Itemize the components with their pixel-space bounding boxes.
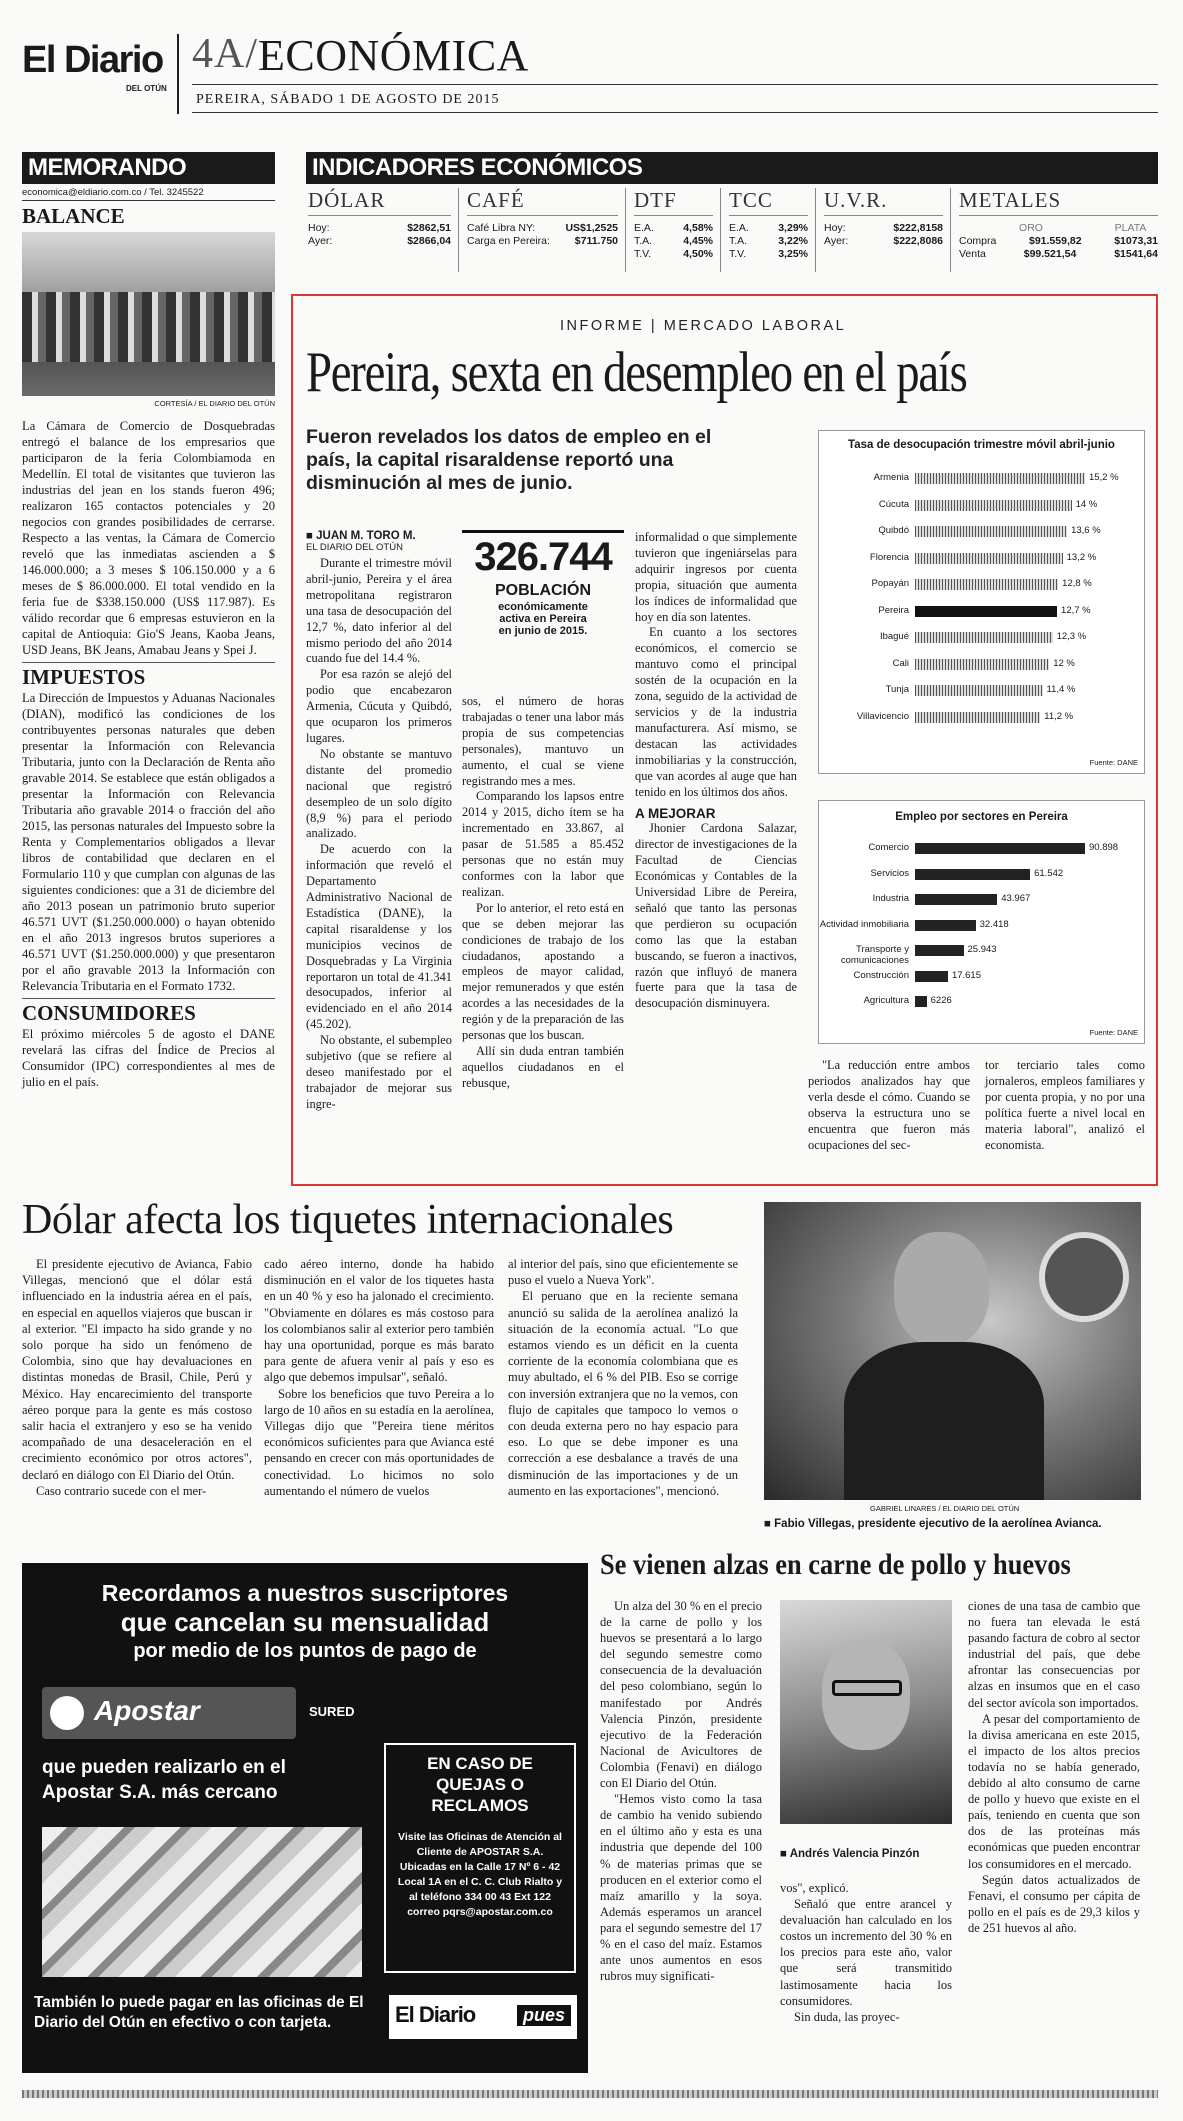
p: Sin duda, las proyec- <box>794 2009 900 2024</box>
indicadores-title: INDICADORES ECONÓMICOS <box>306 152 1158 184</box>
col3-text-a <box>635 530 797 800</box>
bar <box>915 996 927 1007</box>
value: $222,8158 <box>893 222 943 234</box>
tcc-col <box>720 188 808 272</box>
villegas-photo <box>764 1202 1141 1500</box>
paragraph: Jhonier Cardona Salazar, director de investigaciones de la Facultad de Ciencias Económicas y Contables de la Universidad Libre de Pereira, señaló que tanto las personas que perdieron su ocupación como las que la estaban buscando, se fueron a inactivos, razón que influyó de manera fuerte para que la tasa de desocupación disminuyera. <box>635 821 797 1011</box>
valencia-caption: ■ Andrés Valencia Pinzón <box>780 1848 920 1860</box>
label: Hoy: <box>824 222 846 234</box>
label: Café Libra NY: <box>467 222 536 234</box>
dolar-col3 <box>508 1256 738 1499</box>
big-number-box <box>462 530 624 637</box>
apostar-wordmark: Apostar <box>94 1695 200 1726</box>
value: $91.559,82 <box>1029 235 1082 247</box>
villegas-credit: GABRIEL LINARES / EL DIARIO DEL OTÚN <box>870 1504 1020 1513</box>
ad-footer: También lo puede pagar en las oficinas de El Diario del Otún en efectivo o con tarjeta. <box>34 1994 364 2031</box>
dtf-col <box>625 188 713 272</box>
category-label: Cali <box>892 657 909 669</box>
apostar-ad <box>22 1563 588 2073</box>
memorando-column <box>22 152 275 1090</box>
category-label: Tunja <box>885 684 909 695</box>
uvr-col <box>815 188 943 272</box>
header-divider <box>177 34 179 114</box>
bar <box>915 553 1063 564</box>
metales-col <box>950 188 1158 272</box>
chart1-plot <box>819 471 1146 751</box>
value: $1073,31 <box>1114 235 1158 247</box>
byline-outlet: EL DIARIO DEL OTÚN <box>306 542 403 553</box>
category-label: Ibagué <box>879 631 909 642</box>
byline: ■ JUAN M. TORO M. <box>306 530 416 542</box>
data-label: 13,6 % <box>1071 525 1101 536</box>
metales-heading: METALES <box>959 188 1158 216</box>
masthead-logo: El Diario <box>22 39 163 81</box>
data-label: 12 % <box>1053 657 1075 669</box>
category-label: Armenia <box>873 472 909 483</box>
tcc-heading: TCC <box>729 188 808 216</box>
value: $222,8086 <box>893 235 943 247</box>
pollo-col1 <box>600 1598 762 1984</box>
uvr-heading: U.V.R. <box>824 188 943 216</box>
data-label: 17.615 <box>951 969 981 981</box>
header-rule-2 <box>192 112 1158 113</box>
data-label: 61.542 <box>1034 867 1064 879</box>
value: $99.521,54 <box>1023 248 1077 260</box>
col2 <box>462 694 624 1092</box>
section-number: 4A/ <box>192 31 258 77</box>
ad-line2: que cancelan su mensualidad <box>120 1607 490 1637</box>
col5-p: tor terciario tales como jornaleros, empleos familiares y por cuenta propia, y no por una política fuerte a nivel local en materia laboral", analizó el economista. <box>985 1058 1145 1152</box>
pollo-headline: Se vienen alzas en carne de pollo y huevos <box>600 1548 1071 1581</box>
data-label: 15,2 % <box>1089 472 1119 483</box>
data-label: 32.418 <box>979 918 1009 930</box>
data-label: 13,2 % <box>1066 551 1097 563</box>
chart-desempleo <box>818 430 1145 774</box>
data-label: 90.898 <box>1089 842 1119 853</box>
bar <box>915 606 1057 617</box>
kicker: INFORME | MERCADO LABORAL <box>560 318 847 334</box>
label: T.V. <box>729 248 747 260</box>
paragraph: No obstante, el subempleo subjetivo (que se refiere al deseo manifestado por el trabajador de mejorar sus ingre- <box>306 1033 452 1111</box>
p: al interior del país, sino que eficientemente se puso el vuelo a Nueva York". <box>508 1257 738 1288</box>
label: Carga en Pereira: <box>467 235 550 247</box>
dtf-heading: DTF <box>634 188 713 216</box>
data-label: 14 % <box>1075 498 1098 510</box>
category-label: Quibdó <box>878 525 909 536</box>
bar <box>915 869 1030 880</box>
kicker-2: MERCADO LABORAL <box>663 318 847 334</box>
dolar-col1 <box>22 1256 252 1499</box>
ad-line4 <box>42 1755 382 1805</box>
label: T.V. <box>634 248 652 260</box>
col4-p: "La reducción entre ambos periodos analizados hay que verla desde el cómo. Cuando se observa la estructura uno se encuentra que fueron más ocupaciones del sec- <box>808 1058 970 1152</box>
category-label: Agricultura <box>863 995 909 1006</box>
p: El presidente ejecutivo de Avianca, Fabio Villegas, mencionó que el dólar está influenciado en la industria aérea en el país, en especial en aquellos viajeros que buscan ir al exterior. "El impacto ha sido grande y no solo porque ha sido un fenómeno de Colombia, sino que hay devaluaciones en distintas monedas de Brasil, Chile, Perú y México. Hay encarecimiento del transporte aéreo porque para la gente es más costoso salir hacia el extranjero y eso se ha venido acompañado de una desaceleración en el crecimiento económico por otros actores", declaró en diálogo con El Diario del Otún. <box>22 1257 252 1482</box>
value: $1541,64 <box>1114 248 1158 260</box>
indicadores-table <box>306 188 1158 272</box>
bar <box>915 473 1085 484</box>
ad-logo-diario: El Diario <box>395 2002 476 2027</box>
paragraph: Durante el trimestre móvil abril-junio, Pereira y el área metropolitana registraron una tasa de desocupación del 12,7 %, dato inferior al del mismo periodo del año 2014 cuando fue del 14.4 %. <box>306 556 452 666</box>
label: Ayer: <box>308 235 333 247</box>
label: E.A. <box>729 222 749 234</box>
p: Sobre los beneficios que tuvo Pereira a lo largo de 10 años en su estadía en la aerolínea, Villegas dijo que "Pereira tiene méritos económicos suficientes para que Avianca esté pensando en crecer con más oportunidades de conectividad. Lo hicimos no solo aumentando el número de vuelos <box>264 1386 494 1498</box>
category-label: Cúcuta <box>878 498 909 510</box>
bar <box>915 685 1043 696</box>
dolar-heading: DÓLAR <box>308 188 451 216</box>
category-label: Comercio <box>868 842 909 853</box>
memorando-title: MEMORANDO <box>22 152 275 184</box>
ad-line3: por medio de los puntos de pago de <box>133 1640 477 1662</box>
label: T.A. <box>634 235 653 247</box>
subhead: A MEJORAR <box>635 806 716 822</box>
cafe-col <box>458 188 618 272</box>
cafe-heading: CAFÉ <box>467 188 618 216</box>
bar <box>915 843 1085 854</box>
big-number: 326.744 <box>462 530 624 580</box>
data-label: 11,2 % <box>1044 710 1074 722</box>
line4: que pueden realizarlo en el <box>42 1757 286 1778</box>
emblem-shape <box>1039 1232 1129 1322</box>
dolar-headline: Dólar afecta los tiquetes internacionales <box>22 1197 674 1243</box>
ad-line1: Recordamos a nuestros suscriptores <box>101 1580 509 1606</box>
bar <box>915 971 948 982</box>
consumidores-title: CONSUMIDORES <box>22 998 275 1026</box>
category-label: Pereira <box>878 604 909 616</box>
caption-text: Andrés Valencia Pinzón <box>789 1848 920 1860</box>
paragraph: sos, el número de horas trabajadas o tener una labor más propia de sus competencias personales), mantuvo un aumento, el cual se viene registrando mes a mes. <box>462 694 624 788</box>
balance-photo-credit: CORTESÍA / EL DIARIO DEL OTÚN <box>154 399 275 408</box>
value: 4,45% <box>683 235 713 247</box>
chart2-plot <box>819 841 1146 1031</box>
paragraph: informalidad o que simplemente tuvieron que ingeniárselas para adquirir ingresos por cuenta propia, situación que aumenta los índices de informalidad que hoy en día son latentes. <box>635 530 797 624</box>
dateline: PEREIRA, SÁBADO 1 DE AGOSTO DE 2015 <box>196 92 500 107</box>
newspapers-image <box>42 1827 362 1977</box>
col4-text <box>808 1058 970 1153</box>
col3 <box>635 530 797 1012</box>
category-label: Villavicencio <box>856 710 909 722</box>
deck: Fueron revelados los datos de empleo en el país, la capital risaraldense reportó una disminución al mes de junio. <box>306 426 712 494</box>
byline-name: JUAN M. TORO M. <box>316 530 416 542</box>
big-sub: económicamente activa en Pereira en junio de 2015. <box>498 601 588 637</box>
data-label: 11,4 % <box>1046 684 1076 695</box>
kicker-1: INFORME <box>560 318 645 334</box>
paragraph: Comparando los lapsos entre 2014 y 2015, dicho ítem se ha incrementado en 33.867, al pasar de 51.585 a 85.452 personas que no están muy conformes con la labor que realizan. <box>462 789 624 899</box>
data-label: 25.943 <box>967 944 997 955</box>
label: T.A. <box>729 235 748 247</box>
masthead-logo-sub: DEL OTÚN <box>126 84 167 93</box>
consumidores-text: El próximo miércoles 5 de agosto el DANE revelará las cifras del Índice de Precios al Consumidor (IPC) correspondientes al mes de julio en el país. <box>22 1027 275 1089</box>
sured-wordmark: SURED <box>309 1704 355 1719</box>
value: 3,29% <box>778 222 808 234</box>
valencia-photo <box>780 1600 952 1824</box>
oro-label: ORO <box>1019 222 1043 234</box>
p: cado aéreo interno, donde ha habido disminución en el valor de los tiquetes hasta en un 40 % y eso ha jalonado el crecimiento. "Obviamente en dólares es más costoso para los colombianos salir al exterior pero también hay una oportunidad, porque es más barato para gente de afuera venir al país y eso es algo que debemos impulsar", señaló. <box>264 1257 494 1385</box>
col2-text <box>462 694 624 1092</box>
indicadores-block <box>306 152 1158 272</box>
value: 4,50% <box>683 248 713 260</box>
value: 4,58% <box>683 222 713 234</box>
value: $711.750 <box>574 235 618 247</box>
col5-text <box>985 1058 1145 1153</box>
ad-logos <box>389 1995 577 2039</box>
impuestos-title: IMPUESTOS <box>22 662 275 690</box>
p: Señaló que entre arancel y devaluación han calculado en los costos un incremento del 30 % en los precios para este año, valor que será transmitido lastimosamente hacia los consumidores. <box>780 1897 952 2008</box>
paragraph: En cuanto a los sectores económicos, el comercio se mantuvo como el principal sostén de la ocupación en la zona, seguido de la actividad de servicios y de la industria manufacturera. Así mismo, se destacan las actividades inmobiliarias y la construcción, que van acordes al auge que han tenido en los últimos dos años. <box>635 625 797 799</box>
dolar-col <box>306 188 451 272</box>
quejas-box <box>384 1743 576 1973</box>
label: Compra <box>959 235 997 247</box>
chart2-source: Fuente: DANE <box>1089 1028 1138 1037</box>
label: Venta <box>959 248 986 260</box>
category-label: Actividad inmobiliaria <box>819 918 909 930</box>
data-label: 6226 <box>930 995 952 1006</box>
balance-title: BALANCE <box>22 204 125 228</box>
villegas-caption: ■ Fabio Villegas, presidente ejecutivo de la aerolínea Avianca. <box>764 1518 1102 1530</box>
label: Hoy: <box>308 222 330 234</box>
plata-label: PLATA <box>1114 222 1147 234</box>
chart1-title: Tasa de desocupación trimestre móvil abril-junio <box>848 439 1115 451</box>
logo-circle-icon <box>50 1696 84 1730</box>
value: 3,25% <box>778 248 808 260</box>
balance-photo <box>22 232 275 396</box>
bar <box>915 945 964 956</box>
data-label: 12,3 % <box>1056 631 1087 642</box>
paragraph: Allí sin duda entran también aquellos ciudadanos en el rebusque, <box>462 1043 624 1090</box>
paragraph: No obstante se mantuvo distante del promedio nacional que registró desempleo de un solo dígito (8,9 %) para el periodo analizado. <box>306 746 452 841</box>
col1-text <box>306 556 452 1113</box>
paragraph: Por lo anterior, el reto está en que se deben mejorar las condiciones de trabajo de los ciudadanos, apostando a empleos de mayor calidad, mejor remunerados y que estén acordes a las necesidades de la región y de la preparación de las personas que los buscan. <box>462 900 624 1043</box>
p: Un alza del 30 % en el precio de la carne de pollo y los huevos se presentará a lo largo del segundo semestre como consecuencia de la devaluación del peso colombiano, según lo manifestado por Andrés Valencia Pinzón, presidente ejecutivo de la Federación Nacional de Avicultores de Colombia (Fenavi) en diálogo con El Diario del Otún. <box>600 1599 762 1791</box>
big-label: POBLACIÓN <box>495 582 591 599</box>
headline: Pereira, sexta en desempleo en el país <box>306 341 967 404</box>
chart1-source: Fuente: DANE <box>1089 758 1138 767</box>
value: 3,22% <box>778 235 808 247</box>
line5: Apostar S.A. más cercano <box>42 1782 278 1803</box>
ad-logo-pues: pues <box>517 2005 571 2026</box>
chart-sectores <box>818 800 1145 1044</box>
label: E.A. <box>634 222 654 234</box>
p: A pesar del comportamiento de la divisa americana en este 2015, el impacto de los altos precios todavía no se había generado, debido al alto consumo de carne de pollo y huevo que existe en el país, teniendo en cuenta que son dos de las proteínas más económicas que pueden encontrar los consumidores en el mercado. <box>968 1711 1140 1871</box>
paragraph: Por esa razón se alejó del podio que encabezaron Armenia, Cúcuta y Quibdó, que ocuparon los primeros lugares. <box>306 667 452 745</box>
col1 <box>306 530 452 1113</box>
balance-text: La Cámara de Comercio de Dosquebradas entregó el balance de los empresarios que participaron de la feria Colombiamoda en Medellín. El total de visitantes que tuvieron las industrias del jean en los stands fueron 496; realizaron 165 contactos potenciales y 20 negocios con grandes posibilidades de cerrarse. Respecto a las ventas, la Cámara de Comercio reveló que las inmediatas ascienden a $ 146.000.000; a 3 meses $ 106.150.000 y a 6 meses de $ 86.000.000. El total vendido en la feria fue de $338.150.000 (US$ 117.987). Es válido recordar que 6 empresas estuvieron en la capital de Antioquia: Gio'S Jeans, Kaoba Jeans, USD Jeans, BK Jeans, Amabau Jeans y Spei J. <box>22 419 275 657</box>
category-label: Popayán <box>871 578 909 589</box>
value: $2866,04 <box>407 235 451 247</box>
section-name: ECONÓMICA <box>258 31 529 80</box>
category-label: Florencia <box>869 551 909 563</box>
value: $2862,51 <box>407 222 451 234</box>
value: US$1,2525 <box>565 222 618 234</box>
bar <box>915 920 976 931</box>
apostar-logo <box>42 1687 296 1739</box>
category-label: Servicios <box>870 867 909 879</box>
category-label: Construcción <box>853 969 909 981</box>
dolar-col2 <box>264 1256 494 1499</box>
header-rule <box>192 84 1158 85</box>
col3-text-b <box>635 821 797 1012</box>
bar <box>915 500 1072 511</box>
impuestos-text: La Dirección de Impuestos y Aduanas Nacionales (DIAN), modificó las condiciones de los contribuyentes personas naturales que deben presentar la Información con Relevancia Tributaria, junto con la Declaración de Renta año gravable 2014. Se establece que están obligados a presentar la Información con Relevancia Tributaria año gravable 2014 o fracción del año 2015, las personas naturales del Impuesto sobre la Renta y Complementarios obligados a llevar libros de contabilidad que declaren en el Formulario 110 y que cumplan con algunas de las siguientes condiciones: que a 31 de diciembre del año 2013 posean un patrimonio bruto superior 46.571 UVT ($1.250.000.000) o hayan obtenido en el año 2013 ingresos brutos superiores a 46.571 UVT ($1.250.000.000) y que presentaron por el año gravable 2013 la Información con Relevancia Tributaria en el Formato 1732. <box>22 691 275 993</box>
label: Ayer: <box>824 235 849 247</box>
data-label: 12,7 % <box>1061 604 1091 616</box>
bar <box>915 659 1049 670</box>
glasses-icon <box>832 1680 902 1696</box>
bar <box>915 579 1058 590</box>
p: Según datos actualizados de Fenavi, el consumo per cápita de pollo en el país es de 29,3 kilos y de 251 huevos al año. <box>968 1872 1140 1935</box>
pollo-col3 <box>968 1598 1140 1936</box>
p: El peruano que en la reciente semana anunció su salida de la aerolínea analizó la situación de la economía actual. "Lo que estamos viendo es un déficit en la cuenta corriente de la economía colombiana que es muy abultado, el 6 % del PIB. Eso se corrige con inversión extranjera que no la vemos, con flujo de capitales que tampoco lo vemos o con deuda externa pero no hay espacio para eso. Lo que se debe imponer es una corrección a ese desbalance a través de una disminución de las importaciones y de un aumento en las exportaciones", mencionó. <box>508 1289 738 1498</box>
chart2-title: Empleo por sectores en Pereira <box>895 811 1068 823</box>
quejas-text: Visite las Oficinas de Atención al Cliente de APOSTAR S.A. Ubicadas en la Calle 17 Nº 6 - 42 Local 1A en el C. C. Club Rialto y al teléfono 334 00 43 Ext 122 correo pqrs@apostar.com.co <box>397 1831 563 1918</box>
bar <box>915 712 1040 723</box>
category-label: Industria <box>872 893 909 904</box>
paragraph: De acuerdo con la información que reveló el Departamento Administrativo Nacional de Estadística (DANE), la capital risaraldense y los municipios vecinos de Dosquebradas y La Virginia reportaron un total de 41.341 desocupados, inferior al evidenciado en el año 2014 (45.202). <box>306 842 452 1032</box>
category-label: Transporte y comunicaciones <box>840 944 909 966</box>
group-people-shape <box>22 292 275 362</box>
bar <box>915 526 1067 537</box>
face-shape <box>894 1232 989 1347</box>
data-label: 43.967 <box>1001 893 1031 904</box>
quejas-title: EN CASO DE QUEJAS O RECLAMOS <box>427 1754 533 1815</box>
caption-text: Fabio Villegas, presidente ejecutivo de la aerolínea Avianca. <box>774 1518 1102 1530</box>
memorando-contact: economica@eldiario.com.co / Tel. 3245522 <box>22 187 275 201</box>
bottom-border <box>22 2090 1158 2098</box>
bar <box>915 632 1053 643</box>
pollo-col2 <box>780 1880 952 2025</box>
data-label: 12,8 % <box>1062 578 1092 589</box>
bar <box>915 894 997 905</box>
p: vos", explicó. <box>780 1881 849 1895</box>
p: Caso contrario sucede con el mer- <box>36 1483 207 1498</box>
p: "Hemos visto como la tasa de cambio ha venido subiendo en el último año y esta es una industria que depende del 100 % de materias primas que se producen en el exterior como el maíz amarillo y la soya. Además esperamos un arancel para el segundo semestre del 17 % en el caso del maíz. Estamos ante unos aumentos en esos rubros muy significati- <box>600 1792 762 1984</box>
p: ciones de una tasa de cambio que no fuera tan elevada le está pasando factura de cobro al sector industrial del país, que debe afrontar las consecuencias por alzas en insumos que en el caso del sector avícola son importados. <box>968 1599 1140 1710</box>
suit-shape <box>844 1342 1044 1500</box>
